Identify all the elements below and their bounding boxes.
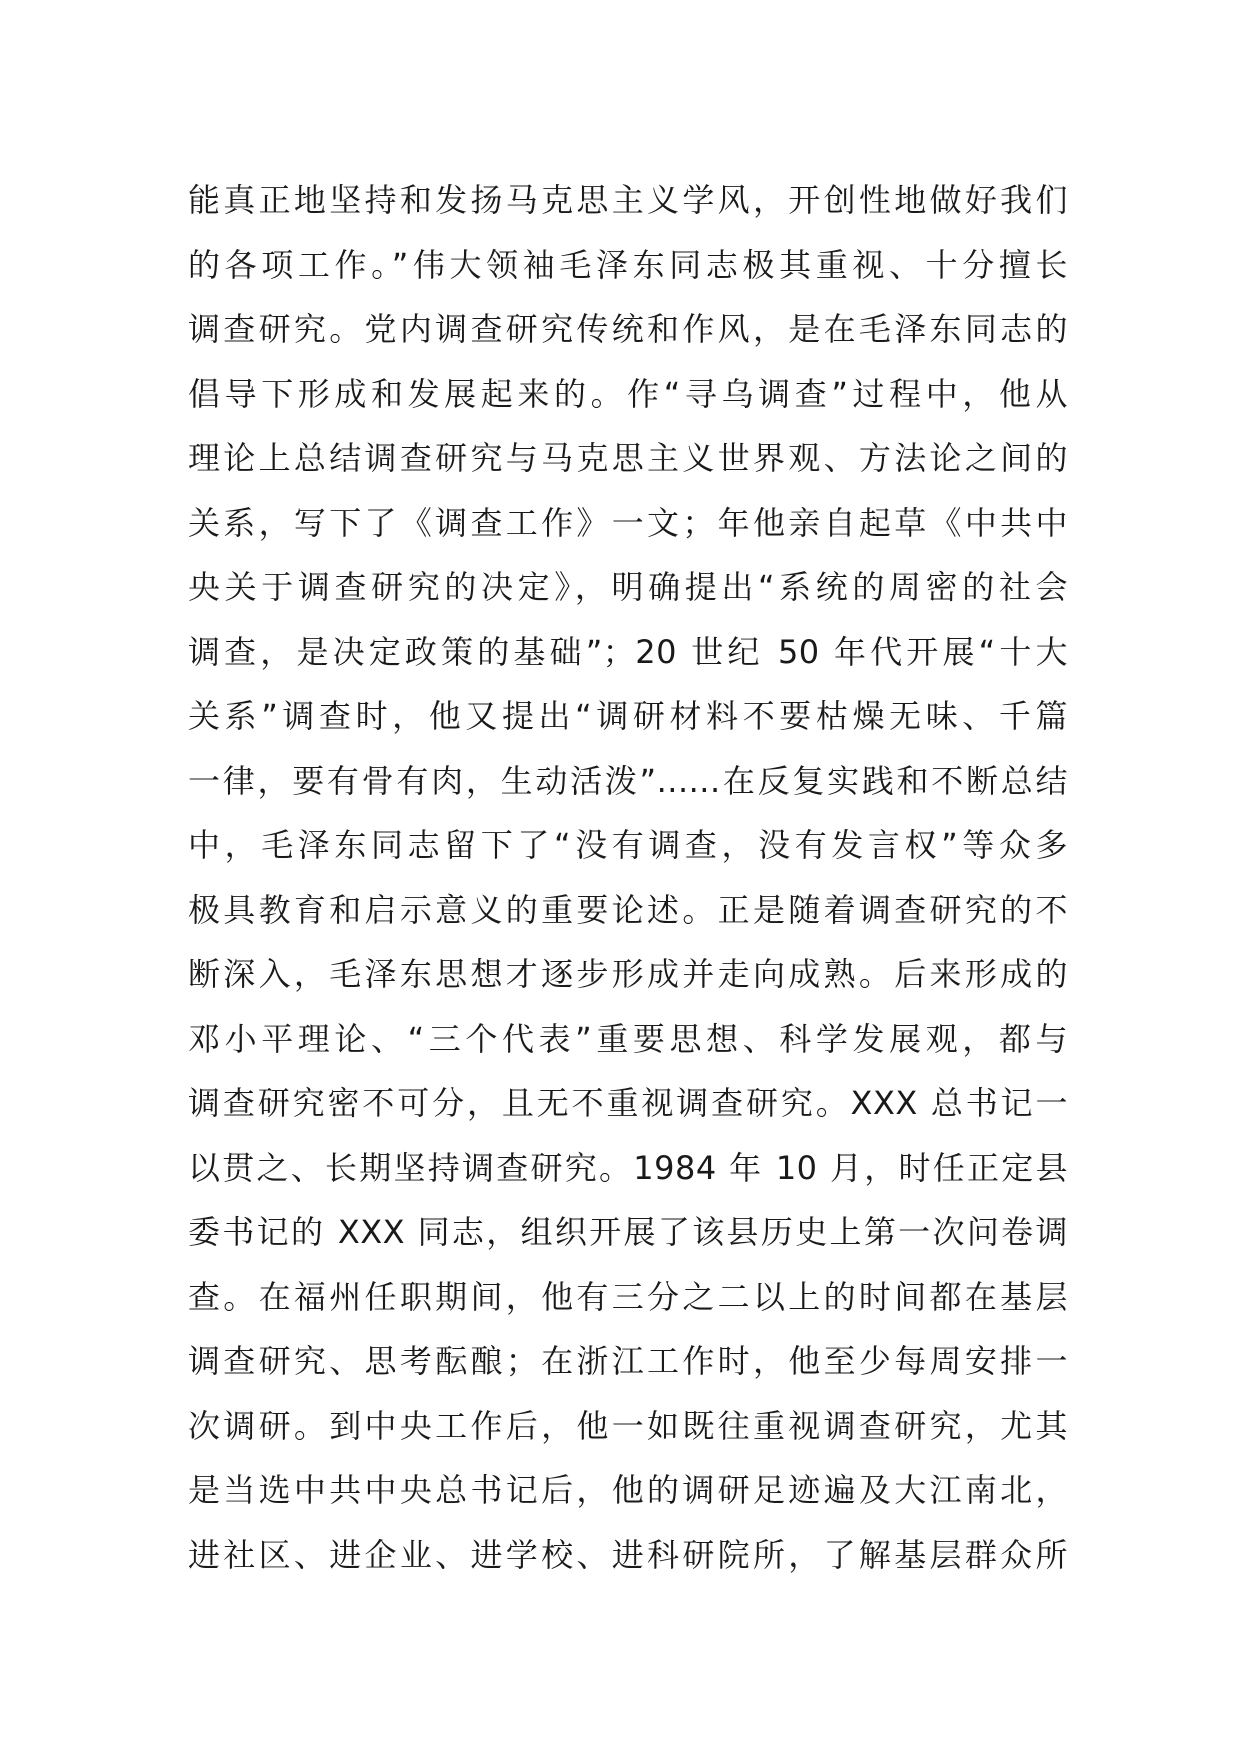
text-line: 断深入，毛泽东思想才逐步形成并走向成熟。后来形成的 <box>188 955 1068 993</box>
text-line: 委书记的 XXX 同志，组织开展了该县历史上第一次问卷调 <box>188 1213 1068 1251</box>
text-line: 调查，是决定政策的基础”；20 世纪 50 年代开展“十大 <box>188 632 1068 671</box>
text-line: 调查研究、思考酝酿；在浙江工作时，他至少每周安排一 <box>188 1342 1068 1380</box>
text-line: 央关于调查研究的决定》，明确提出“系统的周密的社会 <box>188 568 1068 606</box>
text-line: 倡导下形成和发展起来的。作“寻乌调查”过程中，他从 <box>188 374 1068 413</box>
text-line: 进社区、进企业、进学校、进科研院所，了解基层群众所 <box>188 1535 1068 1574</box>
text-line: 能真正地坚持和发扬马克思主义学风，开创性地做好我们 <box>188 181 1068 219</box>
text-line: 是当选中共中央总书记后，他的调研足迹遍及大江南北， <box>188 1471 1068 1509</box>
text-line: 调查研究。党内调查研究传统和作风，是在毛泽东同志的 <box>188 310 1068 348</box>
text-line: 一律，要有骨有肉，生动活泼”......在反复实践和不断总结 <box>188 761 1068 800</box>
text-line: 以贯之、长期坚持调查研究。1984 年 10 月，时任正定县 <box>188 1148 1068 1187</box>
body-paragraph <box>188 168 1068 1587</box>
text-line: 调查研究密不可分，且无不重视调查研究。XXX 总书记一 <box>188 1084 1068 1122</box>
text-line: 关系”调查时，他又提出“调研材料不要枯燥无味、千篇 <box>188 697 1068 735</box>
text-line: 次调研。到中央工作后，他一如既往重视调查研究，尤其 <box>188 1406 1068 1445</box>
text-line: 理论上总结调查研究与马克思主义世界观、方法论之间的 <box>188 439 1068 477</box>
text-line: 的各项工作。”伟大领袖毛泽东同志极其重视、十分擅长 <box>188 245 1068 284</box>
text-line: 极具教育和启示意义的重要论述。正是随着调查研究的不 <box>188 890 1068 929</box>
text-line: 邓小平理论、“三个代表”重要思想、科学发展观，都与 <box>188 1019 1068 1058</box>
text-line: 关系，写下了《调查工作》一文；年他亲自起草《中共中 <box>188 503 1068 542</box>
text-line: 中，毛泽东同志留下了“没有调查，没有发言权”等众多 <box>188 826 1068 864</box>
text-line: 查。在福州任职期间，他有三分之二以上的时间都在基层 <box>188 1277 1068 1316</box>
